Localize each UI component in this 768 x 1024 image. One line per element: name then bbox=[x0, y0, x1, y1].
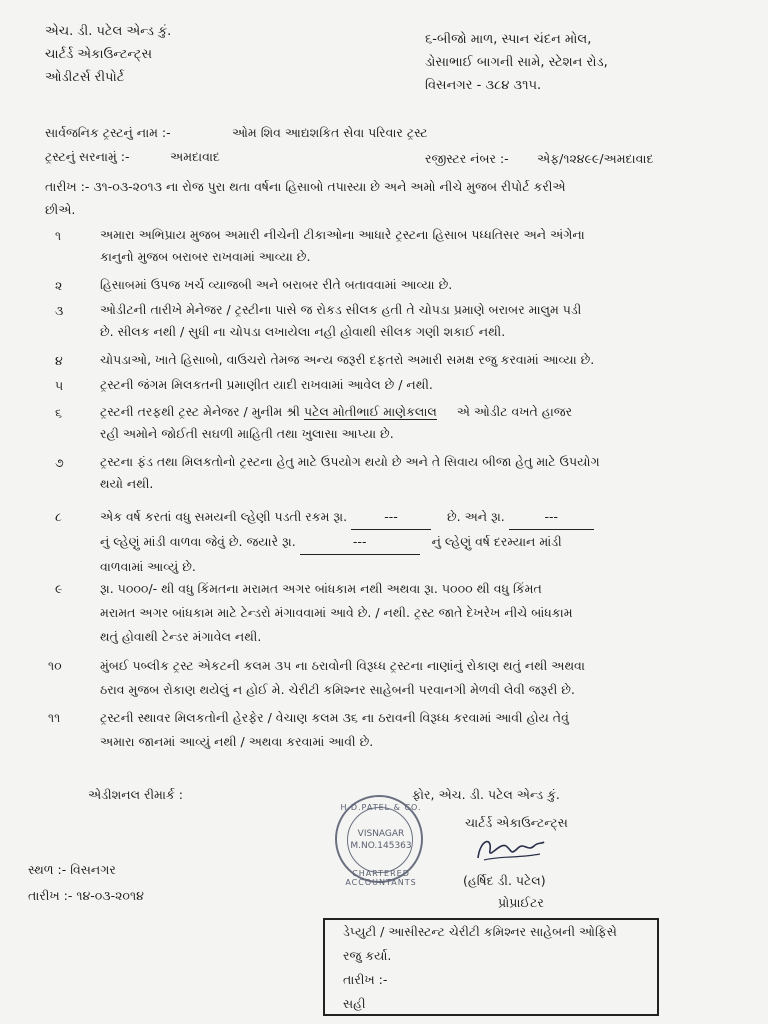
stamp-bottom-text: CHARTERED ACCOUNTANTS bbox=[345, 869, 417, 887]
address-line-1: ૬-બીજો માળ, સ્પાન ચંદન મોલ, bbox=[425, 32, 592, 47]
handwritten-signature bbox=[470, 830, 550, 870]
address-line-3: વિસનગર - ૩૮૪ ૩૧૫. bbox=[425, 78, 542, 93]
list-item: ટ્રસ્ટના ફંડ તથા મિલકતોનો ટ્રસ્ટના હેતુ માટે ઉપયોગ થયો છે અને તે સિવાય બીજા હેતુ માટે ઉપયોગ થયો નથી. bbox=[100, 454, 600, 491]
list-item: રૂા. ૫૦૦૦/- થી વધુ કિંમતના મરામત અગર બાંધકામ નથી અથવા રૂા. ૫૦૦૦ થી વધુ કિંમત મરામત અગર બાંધકામ માટે ટેન્ડરો મંગાવવામાં આવે છે. / નથી. ટ્રસ્ટ જાતે દેખરેખ નીચે બાંધકામ થતું હોવાથી ટેન્ડર મંગાવેલ નથી. bbox=[100, 581, 573, 644]
list-item: અમારા અભિપ્રાય મુજબ અમારી નીચેની ટીકાઓના આધારે ટ્રસ્ટના હિસાબ પધ્ધતિસર અને અંગેના કાનુનો મુજબ બરાબર રાખવામાં આવ્યા છે. bbox=[100, 227, 585, 264]
list-item: એક વર્ષ કરતાં વધુ સમયની લ્હેણી પડતી રકમ રૂા. --- છે. અને રૂા. --- નું લ્હેણું માંડી વાળવા જેવું છે. જયારે રૂા. --- નું લ્હેણું વર્ષ દરમ્યાન માંડી વાળવામાં આવ્યું છે. bbox=[100, 505, 660, 579]
item-number: ૬ bbox=[55, 405, 63, 420]
office-submission-box bbox=[323, 918, 659, 1016]
item-number: ૫ bbox=[55, 378, 64, 393]
additional-remarks-label: એડીશનલ રીમાર્ક : bbox=[88, 787, 183, 802]
amount-blank: --- bbox=[509, 505, 594, 530]
firm-header bbox=[45, 24, 171, 93]
trust-name-label: સાર્વજનિક ટ્રસ્ટનું નામ :- bbox=[45, 125, 171, 140]
list-item: ટ્રસ્ટની તરફથી ટ્રસ્ટ મેનેજર / મુનીમ શ્રી પટેલ મોતીભાઈ માણેકલાલ એ ઓડીટ વખતે હાજર રહી અમોને જોઈતી સઘળી માહિતી તથા ખુલાસા આપ્યા છે. bbox=[100, 404, 573, 441]
stamp-top-text: H.D.PATEL & CO. bbox=[340, 803, 422, 812]
manager-name: પટેલ મોતીભાઈ માણેકલાલ bbox=[303, 404, 437, 419]
item-number: ૧૦ bbox=[48, 658, 62, 673]
firm-name: એચ. ડી. પટેલ એન્ડ કું. bbox=[45, 24, 172, 39]
item-number: ૪ bbox=[55, 353, 63, 368]
intro-line-1: તારીખ :- ૩૧-૦૩-૨૦૧૩ ના રોજ પુરા થતા વર્ષના હિસાબો તપાસ્યા છે અને અમો નીચે મુજબ રીપોર્ટ કરીએ bbox=[45, 179, 566, 194]
report-date: તારીખ :- ૧૪-૦૩-૨૦૧૪ bbox=[28, 888, 144, 903]
signature-firm-type: ચાર્ટર્ડ એકાઉન્ટન્ટ્સ bbox=[465, 815, 568, 830]
amount-blank: --- bbox=[351, 505, 431, 530]
office-box-line-1: ડેપ્યુટી / આસીસ્ટન્ટ ચેરીટી કમિશ્નર સાહેબની ઓફિસે bbox=[343, 924, 617, 939]
signer-title: પ્રોપ્રાઈટર bbox=[498, 895, 544, 910]
trust-address-value: અમદાવાદ bbox=[170, 149, 220, 164]
trust-address-label: ટ્રસ્ટનું સરનામું :- bbox=[45, 149, 130, 164]
place-label: સ્થળ :- વિસનગર bbox=[28, 862, 116, 877]
signer-name: (હર્ષિદ ડી. પટેલ) bbox=[463, 873, 546, 888]
office-box-line-2: રજુ કર્યા. bbox=[343, 948, 392, 963]
item-number: ૨ bbox=[55, 278, 63, 293]
report-type: ઓડીટર્સ રીપોર્ટ bbox=[45, 70, 125, 85]
item-number: ૮ bbox=[55, 509, 62, 524]
intro-line-2: છીએ. bbox=[45, 202, 76, 217]
address-line-2: ડોસાભાઈ બાગની સામે, સ્ટેશન રોડ, bbox=[425, 55, 608, 70]
list-item: ચોપડાઓ, ખાતે હિસાબો, વાઉચરો તેમજ અન્ય જરૂરી દફતરો અમારી સમક્ષ રજુ કરવામાં આવ્યા છે. bbox=[100, 352, 595, 367]
item-number: ૯ bbox=[55, 581, 63, 596]
signature-for-line: ફોર, એચ. ડી. પટેલ એન્ડ કું. bbox=[412, 787, 560, 802]
item-number: ૧ bbox=[55, 228, 62, 243]
item-number: ૩ bbox=[55, 303, 64, 318]
register-value: એફ/૧૨૪૯૯/અમદાવાદ bbox=[537, 151, 654, 166]
stamp-member-number: M.NO.145363 bbox=[350, 841, 412, 851]
trust-name-value: ઓમ શિવ આદ્યશકિત સેવા પરિવાર ટ્રસ્ટ bbox=[232, 125, 428, 140]
list-item: ટ્રસ્ટની સ્થાવર મિલકતોની હેરફેર / વેચાણ કલમ ૩૬ ના ઠરાવની વિરૂધ્ધ કરવામાં આવી હોય તેવું અમારા જાનમાં આવ્યું નથી / અથવા કરવામાં આવી છે. bbox=[100, 710, 569, 749]
stamp-city: VISNAGAR bbox=[357, 829, 405, 839]
list-item: ઓડીટની તારીખે મેનેજર / ટ્રસ્ટીના પાસે જ રોકડ સીલક હતી તે ચોપડા પ્રમાણે બરાબર માલુમ પડી છે. સીલક નથી / સુધી ના ચોપડા લખાયેલા નહી હોવાથી સીલક ગણી શકાઈ નથી. bbox=[100, 302, 582, 339]
office-box-signature: સહી bbox=[343, 996, 366, 1011]
firm-stamp bbox=[335, 795, 423, 887]
register-label: રજીસ્ટર નંબર :- bbox=[425, 151, 509, 166]
firm-type: ચાર્ટર્ડ એકાઉન્ટન્ટ્સ bbox=[45, 47, 153, 62]
list-item: હિસાબમાં ઉપજ ખર્ચ વ્યાજબી અને બરાબર રીતે બતાવવામાં આવ્યા છે. bbox=[100, 277, 453, 292]
list-item: ટ્રસ્ટની જંગમ મિલકતની પ્રમાણીત યાદી રાખવામાં આવેલ છે / નથી. bbox=[100, 377, 433, 392]
firm-address bbox=[425, 32, 608, 101]
list-item: મુંબઈ પબ્લીક ટ્રસ્ટ એકટની કલમ ૩૫ ના ઠરાવોની વિરૂધ્ધ ટ્રસ્ટના નાણાંનું રોકાણ થતું નથી અથવા ઠરાવ મુજબ રોકાણ થયેલું ન હોઈ મે. ચેરીટી કમિશ્નર સાહેબની પરવાનગી મેળવી લેવી જરૂરી છે. bbox=[100, 658, 585, 697]
item-number: ૭ bbox=[55, 455, 64, 470]
amount-blank: --- bbox=[300, 530, 420, 555]
stamp-inner-ring bbox=[347, 807, 413, 873]
office-box-date: તારીખ :- bbox=[343, 972, 388, 987]
item-number: ૧૧ bbox=[48, 710, 61, 725]
